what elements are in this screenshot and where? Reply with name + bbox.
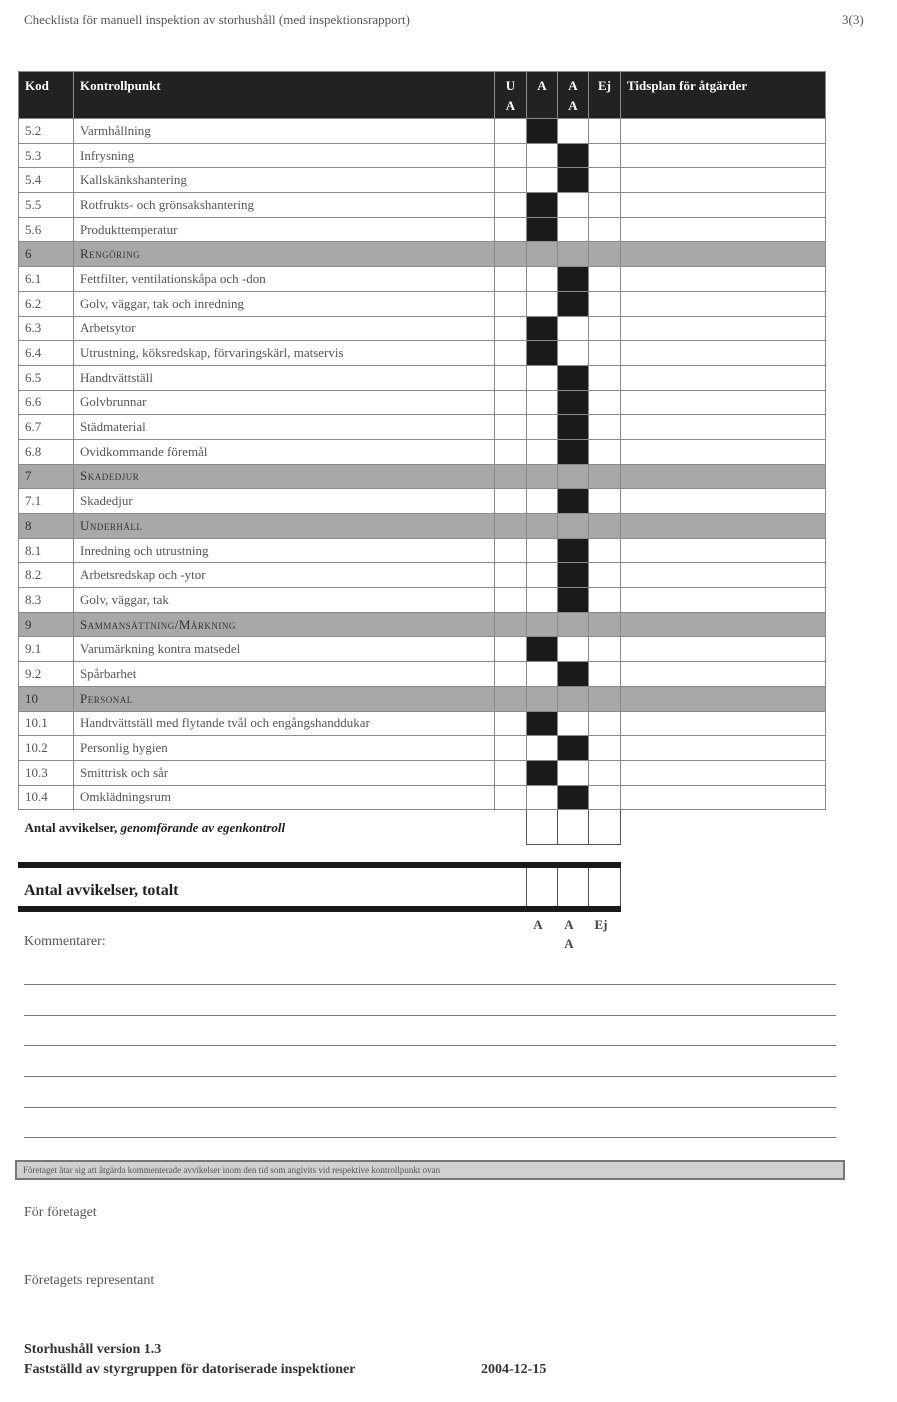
comment-line[interactable] [24, 1107, 836, 1108]
cell-tidsplan[interactable] [621, 119, 826, 144]
footer-version: Storhushåll version 1.3 [24, 1342, 162, 1357]
cell-ua[interactable] [495, 193, 527, 218]
row-checkpoint: Varmhållning [74, 119, 495, 144]
cell-ua[interactable] [495, 563, 527, 588]
row-code: 5.6 [19, 217, 74, 242]
cell-a-marked[interactable] [527, 119, 558, 144]
col-kontrollpunkt-header: Kontrollpunkt [74, 72, 495, 119]
cell-ej [589, 612, 621, 637]
cell-aa-marked[interactable] [558, 736, 589, 761]
table-row [19, 637, 826, 662]
table-header [19, 72, 826, 119]
cell-ua[interactable] [495, 390, 527, 415]
row-checkpoint: Produkttemperatur [74, 217, 495, 242]
row-checkpoint: Handtvättställ med flytande tvål och engångshanddukar [74, 711, 495, 736]
document-title: Checklista för manuell inspektion av storhushåll (med inspektionsrapport) [24, 12, 410, 27]
cell-aa[interactable] [558, 119, 589, 144]
cell-a-marked[interactable] [527, 217, 558, 242]
cell-tidsplan[interactable] [621, 217, 826, 242]
cell-ej[interactable] [589, 637, 621, 662]
cell-tidsplan [621, 464, 826, 489]
cell-ej[interactable] [589, 119, 621, 144]
cell-aa[interactable] [558, 711, 589, 736]
section-row [19, 242, 826, 267]
cell-a [527, 242, 558, 267]
table-row [19, 217, 826, 242]
totals-bottom-rule [18, 906, 621, 912]
summary-label [19, 810, 527, 845]
cell-tidsplan[interactable] [621, 538, 826, 563]
row-checkpoint: Fettfilter, ventilationskåpa och -don [74, 267, 495, 292]
cell-ua [495, 464, 527, 489]
row-checkpoint: Arbetsredskap och -ytor [74, 563, 495, 588]
row-code: 6 [19, 242, 74, 267]
cell-tidsplan[interactable] [621, 588, 826, 613]
table-row [19, 267, 826, 292]
cell-ej[interactable] [589, 736, 621, 761]
cell-a-marked[interactable] [527, 193, 558, 218]
totals-label: Antal avvikelser, totalt [24, 882, 179, 899]
cell-ua[interactable] [495, 168, 527, 193]
cell-tidsplan[interactable] [621, 439, 826, 464]
row-checkpoint: Rengöring [74, 242, 495, 267]
cell-ua[interactable] [495, 736, 527, 761]
cell-tidsplan[interactable] [621, 390, 826, 415]
cell-ej [589, 686, 621, 711]
table-row [19, 415, 826, 440]
row-checkpoint: Spårbarhet [74, 662, 495, 687]
cell-a [527, 514, 558, 539]
cell-aa[interactable] [558, 193, 589, 218]
row-checkpoint: Golv, väggar, tak och inredning [74, 291, 495, 316]
cell-ej [589, 242, 621, 267]
cell-tidsplan[interactable] [621, 365, 826, 390]
totals-cell-divider [620, 868, 621, 906]
comment-line[interactable] [24, 1045, 836, 1046]
cell-tidsplan[interactable] [621, 637, 826, 662]
table-row [19, 563, 826, 588]
cell-ej[interactable] [589, 390, 621, 415]
cell-a[interactable] [527, 538, 558, 563]
cell-tidsplan[interactable] [621, 193, 826, 218]
cell-ej[interactable] [589, 439, 621, 464]
cell-ej[interactable] [589, 538, 621, 563]
totals-cell-divider [526, 868, 527, 906]
table-row [19, 538, 826, 563]
cell-aa[interactable] [558, 760, 589, 785]
cell-tidsplan[interactable] [621, 563, 826, 588]
row-checkpoint: Golv, väggar, tak [74, 588, 495, 613]
representative-signature-label: Företagets representant [24, 1273, 155, 1288]
cell-tidsplan[interactable] [621, 291, 826, 316]
row-code: 10.1 [19, 711, 74, 736]
row-code: 9 [19, 612, 74, 637]
cell-ua[interactable] [495, 316, 527, 341]
table-row [19, 439, 826, 464]
sum-aa-cell[interactable] [558, 810, 589, 845]
row-checkpoint: Varumärkning kontra matsedel [74, 637, 495, 662]
cell-ej[interactable] [589, 267, 621, 292]
col-aa-header: A A [558, 72, 589, 119]
cell-a[interactable] [527, 291, 558, 316]
cell-tidsplan [621, 686, 826, 711]
row-code: 6.3 [19, 316, 74, 341]
row-code: 7 [19, 464, 74, 489]
cell-a[interactable] [527, 736, 558, 761]
row-checkpoint: Ovidkommande föremål [74, 439, 495, 464]
cell-a-marked[interactable] [527, 760, 558, 785]
cell-ej[interactable] [589, 193, 621, 218]
cell-aa [558, 464, 589, 489]
cell-ej[interactable] [589, 711, 621, 736]
section-row [19, 612, 826, 637]
row-checkpoint: Infrysning [74, 143, 495, 168]
cell-ua[interactable] [495, 143, 527, 168]
table-row [19, 341, 826, 366]
cell-aa[interactable] [558, 637, 589, 662]
cell-ej [589, 464, 621, 489]
company-signature-label: För företaget [24, 1205, 97, 1220]
cell-ej[interactable] [589, 489, 621, 514]
cell-aa-marked[interactable] [558, 291, 589, 316]
footer-approved: Fastställd av styrgruppen för datoriserade inspektioner [24, 1362, 356, 1377]
cell-ua[interactable] [495, 711, 527, 736]
cell-tidsplan[interactable] [621, 267, 826, 292]
cell-tidsplan[interactable] [621, 316, 826, 341]
cell-ua[interactable] [495, 760, 527, 785]
cell-ua[interactable] [495, 588, 527, 613]
table-row [19, 119, 826, 144]
row-code: 10 [19, 686, 74, 711]
row-checkpoint: Personal [74, 686, 495, 711]
row-checkpoint: Golvbrunnar [74, 390, 495, 415]
cell-ua [495, 514, 527, 539]
cell-tidsplan[interactable] [621, 168, 826, 193]
cell-a[interactable] [527, 143, 558, 168]
cell-tidsplan[interactable] [621, 785, 826, 810]
cell-aa-marked[interactable] [558, 365, 589, 390]
row-checkpoint: Skadedjur [74, 489, 495, 514]
table-row [19, 193, 826, 218]
row-code: 8.1 [19, 538, 74, 563]
cell-ua[interactable] [495, 415, 527, 440]
row-code: 10.2 [19, 736, 74, 761]
summary-label-italic: genomförande av egenkontroll [120, 819, 286, 835]
section-row [19, 514, 826, 539]
cell-ua[interactable] [495, 662, 527, 687]
table-row [19, 291, 826, 316]
row-code: 8 [19, 514, 74, 539]
footer-date: 2004-12-15 [481, 1362, 547, 1377]
row-checkpoint: Inredning och utrustning [74, 538, 495, 563]
table-row [19, 662, 826, 687]
row-code: 6.2 [19, 291, 74, 316]
summary-label-bold: Antal avvikelser, [24, 819, 121, 835]
row-code: 6.5 [19, 365, 74, 390]
cell-ej[interactable] [589, 365, 621, 390]
col-a-header: A [527, 72, 558, 119]
row-checkpoint: Städmaterial [74, 415, 495, 440]
cell-tidsplan [621, 242, 826, 267]
col-ej-header: Ej [589, 72, 621, 119]
row-code: 10.3 [19, 760, 74, 785]
summary-spacer [621, 810, 826, 845]
cell-a[interactable] [527, 415, 558, 440]
cell-a[interactable] [527, 168, 558, 193]
cell-aa-marked[interactable] [558, 662, 589, 687]
table-row [19, 785, 826, 810]
totals-top-rule [18, 862, 621, 868]
cell-aa [558, 686, 589, 711]
table-row [19, 711, 826, 736]
cell-aa [558, 612, 589, 637]
cell-aa-marked[interactable] [558, 489, 589, 514]
cell-aa-marked[interactable] [558, 785, 589, 810]
row-checkpoint: Omklädningsrum [74, 785, 495, 810]
cell-tidsplan[interactable] [621, 489, 826, 514]
cell-ej[interactable] [589, 563, 621, 588]
totals-block [18, 862, 621, 912]
cell-ua[interactable] [495, 489, 527, 514]
cell-ej[interactable] [589, 316, 621, 341]
commitment-notice: Företaget åtar sig att åtgärda kommenterade avvikelser inom den tid som angivits vid respektive kontrollpunkt ovan [15, 1160, 845, 1180]
totals-cell-divider [588, 868, 589, 906]
page-number: 3(3) [842, 12, 864, 27]
cell-aa[interactable] [558, 341, 589, 366]
cell-aa-marked[interactable] [558, 588, 589, 613]
cell-a[interactable] [527, 588, 558, 613]
cell-a[interactable] [527, 390, 558, 415]
table-row [19, 168, 826, 193]
row-code: 5.5 [19, 193, 74, 218]
cell-aa [558, 242, 589, 267]
row-code: 10.4 [19, 785, 74, 810]
row-checkpoint: Utrustning, köksredskap, förvaringskärl, matservis [74, 341, 495, 366]
table-row [19, 736, 826, 761]
cell-ua[interactable] [495, 217, 527, 242]
row-checkpoint: Kallskänkshantering [74, 168, 495, 193]
cell-a [527, 464, 558, 489]
row-code: 5.4 [19, 168, 74, 193]
cell-ua[interactable] [495, 267, 527, 292]
comment-line[interactable] [24, 1137, 836, 1138]
row-code: 6.7 [19, 415, 74, 440]
cell-ua[interactable] [495, 637, 527, 662]
row-checkpoint: Arbetsytor [74, 316, 495, 341]
cell-a[interactable] [527, 439, 558, 464]
row-checkpoint: Skadedjur [74, 464, 495, 489]
cell-aa[interactable] [558, 316, 589, 341]
col-tidsplan-header: Tidsplan för åtgärder [621, 72, 826, 119]
table-row [19, 316, 826, 341]
checklist-table [18, 71, 826, 845]
cell-ej[interactable] [589, 217, 621, 242]
row-checkpoint: Handtvättställ [74, 365, 495, 390]
comment-line[interactable] [24, 1015, 836, 1016]
row-checkpoint: Personlig hygien [74, 736, 495, 761]
sum-a-cell[interactable] [527, 810, 558, 845]
cell-a-marked[interactable] [527, 637, 558, 662]
row-code: 6.8 [19, 439, 74, 464]
col-kod-header: Kod [19, 72, 74, 119]
cell-ua[interactable] [495, 785, 527, 810]
row-code: 5.3 [19, 143, 74, 168]
cell-ej[interactable] [589, 785, 621, 810]
row-code: 6.4 [19, 341, 74, 366]
summary-row [19, 810, 826, 845]
cell-tidsplan [621, 612, 826, 637]
row-code: 6.6 [19, 390, 74, 415]
cell-aa-marked[interactable] [558, 538, 589, 563]
legend-aa: A A [564, 917, 574, 951]
comment-line[interactable] [24, 1076, 836, 1077]
cell-tidsplan[interactable] [621, 341, 826, 366]
cell-tidsplan [621, 514, 826, 539]
table-row [19, 588, 826, 613]
row-code: 6.1 [19, 267, 74, 292]
col-ua-header: U A [495, 72, 527, 119]
row-checkpoint: Rotfrukts- och grönsakshantering [74, 193, 495, 218]
cell-ua[interactable] [495, 119, 527, 144]
cell-ua [495, 242, 527, 267]
section-row [19, 464, 826, 489]
cell-a-marked[interactable] [527, 711, 558, 736]
legend-a: A [533, 917, 543, 932]
cell-a-marked[interactable] [527, 341, 558, 366]
row-code: 8.2 [19, 563, 74, 588]
cell-aa[interactable] [558, 217, 589, 242]
cell-aa-marked[interactable] [558, 415, 589, 440]
legend-ej: Ej [594, 917, 608, 932]
table-row [19, 760, 826, 785]
cell-aa-marked[interactable] [558, 439, 589, 464]
comments-label: Kommentarer: [24, 934, 106, 949]
sum-ej-cell[interactable] [589, 810, 621, 845]
cell-a-marked[interactable] [527, 316, 558, 341]
cell-ua[interactable] [495, 291, 527, 316]
cell-aa-marked[interactable] [558, 143, 589, 168]
cell-aa-marked[interactable] [558, 390, 589, 415]
cell-tidsplan[interactable] [621, 711, 826, 736]
row-code: 9.1 [19, 637, 74, 662]
cell-ej[interactable] [589, 662, 621, 687]
cell-tidsplan[interactable] [621, 662, 826, 687]
row-code: 5.2 [19, 119, 74, 144]
table-row [19, 390, 826, 415]
cell-aa-marked[interactable] [558, 563, 589, 588]
table-row [19, 489, 826, 514]
row-code: 9.2 [19, 662, 74, 687]
cell-tidsplan[interactable] [621, 760, 826, 785]
cell-a[interactable] [527, 563, 558, 588]
row-checkpoint: Underhåll [74, 514, 495, 539]
cell-ua[interactable] [495, 538, 527, 563]
table-row [19, 143, 826, 168]
totals-cell-divider [557, 868, 558, 906]
cell-ej[interactable] [589, 415, 621, 440]
row-checkpoint: Smittrisk och sår [74, 760, 495, 785]
cell-tidsplan[interactable] [621, 143, 826, 168]
cell-aa-marked[interactable] [558, 267, 589, 292]
cell-ua[interactable] [495, 341, 527, 366]
cell-ej[interactable] [589, 760, 621, 785]
cell-ej[interactable] [589, 143, 621, 168]
cell-aa-marked[interactable] [558, 168, 589, 193]
cell-ej[interactable] [589, 168, 621, 193]
cell-ua[interactable] [495, 439, 527, 464]
cell-a [527, 686, 558, 711]
cell-aa [558, 514, 589, 539]
table-row [19, 365, 826, 390]
row-checkpoint: Sammansättning/Märkning [74, 612, 495, 637]
cell-ua [495, 686, 527, 711]
cell-a[interactable] [527, 662, 558, 687]
row-code: 7.1 [19, 489, 74, 514]
cell-a[interactable] [527, 785, 558, 810]
cell-a[interactable] [527, 489, 558, 514]
cell-ej[interactable] [589, 588, 621, 613]
cell-ej [589, 514, 621, 539]
cell-ej[interactable] [589, 341, 621, 366]
cell-a[interactable] [527, 267, 558, 292]
cell-tidsplan[interactable] [621, 415, 826, 440]
cell-a[interactable] [527, 365, 558, 390]
row-code: 8.3 [19, 588, 74, 613]
cell-a [527, 612, 558, 637]
comment-line[interactable] [24, 984, 836, 985]
cell-tidsplan[interactable] [621, 736, 826, 761]
cell-ej[interactable] [589, 291, 621, 316]
section-row [19, 686, 826, 711]
cell-ua [495, 612, 527, 637]
cell-ua[interactable] [495, 365, 527, 390]
